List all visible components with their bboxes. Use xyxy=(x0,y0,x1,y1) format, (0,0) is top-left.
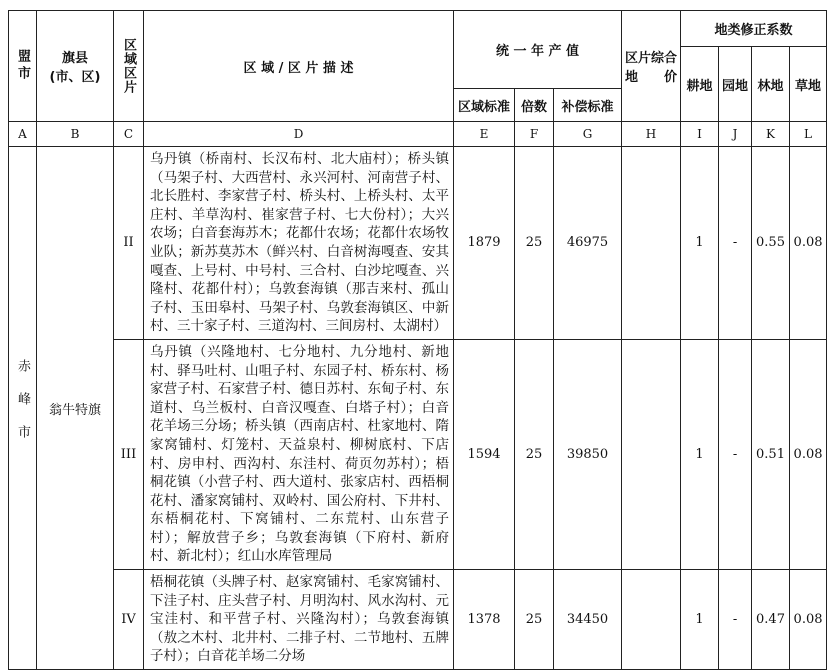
cultivated-cell: 1 xyxy=(681,339,719,569)
zone-cell: IV xyxy=(114,570,144,670)
grass-cell: 0.08 xyxy=(790,147,827,340)
header-league-city: 盟市 xyxy=(9,11,37,122)
letter: L xyxy=(790,122,827,147)
forest-cell: 0.51 xyxy=(752,339,790,569)
garden-cell: - xyxy=(719,570,752,670)
letter: J xyxy=(719,122,752,147)
letter: C xyxy=(114,122,144,147)
table-row xyxy=(9,570,827,670)
header-cultivated: 耕地 xyxy=(681,47,719,122)
league-city-cell: 赤峰市 xyxy=(9,147,37,670)
header-annual-output: 统 一 年 产 值 xyxy=(454,11,622,89)
letter: A xyxy=(9,122,37,147)
composite-cell xyxy=(622,339,681,569)
land-price-table xyxy=(8,10,827,670)
zone-cell: III xyxy=(114,339,144,569)
grass-cell: 0.08 xyxy=(790,570,827,670)
compensation-cell: 34450 xyxy=(554,570,622,670)
forest-cell: 0.55 xyxy=(752,147,790,340)
letter: H xyxy=(622,122,681,147)
multiple-cell: 25 xyxy=(515,570,554,670)
header-forest: 林地 xyxy=(752,47,790,122)
letter: G xyxy=(554,122,622,147)
table-row xyxy=(9,147,827,340)
letter: B xyxy=(37,122,114,147)
forest-cell: 0.47 xyxy=(752,570,790,670)
compensation-cell: 46975 xyxy=(554,147,622,340)
cultivated-cell: 1 xyxy=(681,147,719,340)
header-land-coefficient: 地类修正系数 xyxy=(681,11,827,47)
composite-cell xyxy=(622,570,681,670)
letter: D xyxy=(144,122,454,147)
table-row xyxy=(9,339,827,569)
zone-standard-cell: 1594 xyxy=(454,339,515,569)
letter: K xyxy=(752,122,790,147)
header-banner-county: 旗县 (市、区) xyxy=(37,11,114,122)
grass-cell: 0.08 xyxy=(790,339,827,569)
letter: F xyxy=(515,122,554,147)
column-letter-row xyxy=(9,122,827,147)
header-zone: 区域区片 xyxy=(114,11,144,122)
compensation-cell: 39850 xyxy=(554,339,622,569)
description-cell: 梧桐花镇（头牌子村、赵家窝铺村、毛家窝铺村、下洼子村、庄头营子村、月明沟村、风水沟村、元宝洼村、和平营子村、兴隆沟村）；乌敦套海镇（敖之木村、北井村、二排子村、二节地村、五牌子村）；白音花羊场二分场 xyxy=(144,570,454,670)
garden-cell: - xyxy=(719,147,752,340)
zone-cell: II xyxy=(114,147,144,340)
header-composite-price: 区片综合 地 价 xyxy=(622,11,681,122)
banner-county-cell: 翁牛特旗 xyxy=(37,147,114,670)
zone-standard-cell: 1378 xyxy=(454,570,515,670)
description-cell: 乌丹镇（桥南村、长汉布村、北大庙村）；桥头镇（马架子村、大西营村、永兴河村、河南营子村、北长胜村、李家营子村、桥头村、上桥头村、太平庄村、羊草沟村、崔家营子村、七大份村）；大兴农场；白音套海苏木；花都什农场；花都什农场牧业队；新苏莫苏木（鲜兴村、白音树海嘎查、安其嘎查、上号村、中号村、三合村、白沙坨嘎查、兴隆村、花都什村）；乌敦套海镇（那吉来村、孤山子村、玉田皋村、马架子村、乌敦套海镇区、中新村、三十家子村、三道沟村、三间房村、太湖村） xyxy=(144,147,454,340)
header-multiple: 倍数 xyxy=(515,89,554,122)
header-compensation: 补偿标准 xyxy=(554,89,622,122)
header-grass: 草地 xyxy=(790,47,827,122)
cultivated-cell: 1 xyxy=(681,570,719,670)
letter: I xyxy=(681,122,719,147)
zone-standard-cell: 1879 xyxy=(454,147,515,340)
letter: E xyxy=(454,122,515,147)
description-cell: 乌丹镇（兴隆地村、七分地村、九分地村、新地村、驿马吐村、山咀子村、东园子村、桥东村、杨家营子村、石家营子村、德日苏村、东甸子村、东道村、乌兰板村、白音汉嘎查、白塔子村）；白音花羊场三分场；桥头镇（西南店村、杜家地村、隋家窝铺村、灯笼村、天益泉村、柳树底村、下店村、房申村、西沟村、东洼村、荷页勿苏村）；梧桐花镇（小营子村、西大道村、张家店村、西梧桐花村、潘家窝铺村、双岭村、国公府村、下井村、东梧桐花村、下窝铺村、二东荒村、山东营子村）；解放营子乡；乌敦套海镇（下府村、新府村、新北村）；红山水库管理局 xyxy=(144,339,454,569)
multiple-cell: 25 xyxy=(515,339,554,569)
header-description: 区 域 / 区 片 描 述 xyxy=(144,11,454,122)
multiple-cell: 25 xyxy=(515,147,554,340)
garden-cell: - xyxy=(719,339,752,569)
header-garden: 园地 xyxy=(719,47,752,122)
header-zone-standard: 区域标准 xyxy=(454,89,515,122)
composite-cell xyxy=(622,147,681,340)
